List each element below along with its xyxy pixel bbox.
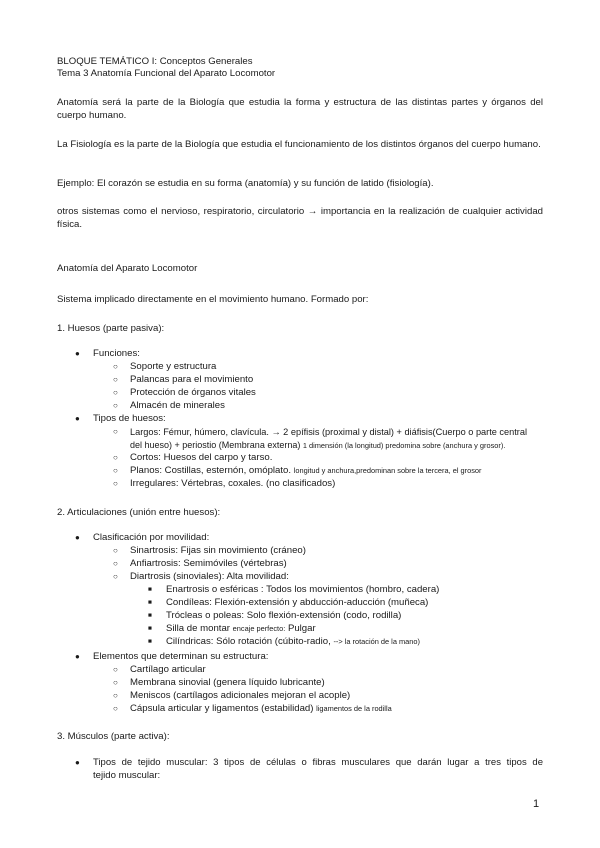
circle-bullet-icon: ○ xyxy=(113,375,118,384)
circle-bullet-icon: ○ xyxy=(113,388,118,397)
document-page: BLOQUE TEMÁTICO I: Conceptos Generales Tema 3 Anatomía Funcional del Aparato Locomotor Anatomía será la parte de la Biología que estudia la forma y estructura de las distintas partes y órganos del cuerpo humano. La Fisiología es la parte de la Biología que estudia el funcionamiento de los distintos órganos del cuerpo humano. Ejemplo: El corazón se estudia en su forma (anatomía) y su función de latido (fisiología). otros sistemas como el nervioso, respiratorio, circulatorio → importancia en la realización de cualquier actividad física. Anatomía del Aparato Locomotor Sistema implicado directamente en el movimiento humano. Formado por: 1. Huesos (parte pasiva): ● Funciones: ○ Soporte y estructura ○ Palancas para el movimiento ○ Protección de órganos vitales ○ Almacén de minerales ● Tipos de huesos: ○ Largos: Fémur, húmero, clavícula. → 2 epífisis (proximal y distal) + diáfisis(Cuerpo o parte central del hueso) + periostio (Membrana externa) 1 dimensión (la longitud) predomina sobre (anchura y grosor). ○ Cortos: Huesos del carpo y tarso. ○ Planos: Costillas, esternón, omóplato. longitud y anchura,predominan sobre la tercera, el grosor ○ Irregulares: Vértebras, coxales. (no clasificados) 2. Articulaciones (unión entre huesos): ● Clasificación por movilidad: ○ Sinartrosis: Fijas sin movimiento (cráneo) ○ Anfiartrosis: Semimóviles (vértebras) ○ Diartrosis (sinoviales): Alta movilidad: ■ Enartrosis o esféricas : Todos los movimientos (hombro, cadera) ■ Condíleas: Flexión-extensión y abducción-aducción (muñeca) ■ Trócleas o poleas: Solo flexión-extensión (codo, rodilla) ■ Silla de montar encaje perfecto: Pulgar ■ Cilíndricas: Sólo rotación (cúbito-radio, --> la rotación de la mano) ● Elementos que determinan su estructura: ○ Cartílago articular ○ Membrana sinovial (genera líquido lubricante) ○ Meniscos (cartílagos adicionales mejoran el acople) ○ Cápsula articular y ligamentos (estabilidad) ligamentos de la rodilla 3. Músculos (parte activa): ● Tipos de tejido muscular: 3 tipos de células o fibras musculares que darán lugar a tres tipos de tejido muscular: 1 xyxy=(57,56,543,810)
square-bullet-icon: ■ xyxy=(148,638,152,645)
circle-bullet-icon: ○ xyxy=(113,678,118,687)
square-bullet-icon: ■ xyxy=(148,586,152,593)
list-item: ● Tipos de tejido muscular: 3 tipos de células o fibras musculares que darán lugar a tres tipos de tejido muscular: xyxy=(75,757,543,781)
fisiologia-paragraph: La Fisiología es la parte de la Biología que estudia el funcionamiento de los distintos órganos del cuerpo humano. xyxy=(57,139,541,150)
bullet-icon: ● xyxy=(75,414,80,423)
otros-sistemas-paragraph: otros sistemas como el nervioso, respiratorio, circulatorio → importancia en la realización de cualquier actividad física. xyxy=(57,206,543,230)
square-bullet-icon: ■ xyxy=(148,612,152,619)
circle-bullet-icon: ○ xyxy=(113,546,118,555)
bullet-icon: ● xyxy=(75,652,80,661)
bullet-icon: ● xyxy=(75,758,80,767)
musculos-heading: 3. Músculos (parte activa): xyxy=(57,731,170,742)
circle-bullet-icon: ○ xyxy=(113,362,118,371)
circle-bullet-icon: ○ xyxy=(113,691,118,700)
tema-title: Tema 3 Anatomía Funcional del Aparato Locomotor xyxy=(57,68,276,79)
circle-bullet-icon: ○ xyxy=(113,479,118,488)
ejemplo-paragraph: Ejemplo: El corazón se estudia en su forma (anatomía) y su función de latido (fisiología). xyxy=(57,178,434,189)
bullet-icon: ● xyxy=(75,533,80,542)
huesos-heading: 1. Huesos (parte pasiva): xyxy=(57,323,165,334)
page-number: 1 xyxy=(533,798,540,810)
sistema-paragraph: Sistema implicado directamente en el movimiento humano. Formado por: xyxy=(57,294,369,305)
anatomia-paragraph: Anatomía será la parte de la Biología que estudia la forma y estructura de las distintas partes y órganos del cuerpo humano. xyxy=(57,97,543,121)
circle-bullet-icon: ○ xyxy=(113,559,118,568)
bloque-title: BLOQUE TEMÁTICO I: Conceptos Generales xyxy=(57,56,253,67)
circle-bullet-icon: ○ xyxy=(113,401,118,410)
circle-bullet-icon: ○ xyxy=(113,466,118,475)
circle-bullet-icon: ○ xyxy=(113,453,118,462)
section-title: Anatomía del Aparato Locomotor xyxy=(57,263,198,274)
circle-bullet-icon: ○ xyxy=(113,665,118,674)
bullet-icon: ● xyxy=(75,349,80,358)
square-bullet-icon: ■ xyxy=(148,625,152,632)
circle-bullet-icon: ○ xyxy=(113,704,118,713)
circle-bullet-icon: ○ xyxy=(113,572,118,581)
square-bullet-icon: ■ xyxy=(148,599,152,606)
circle-bullet-icon: ○ xyxy=(113,427,118,436)
articulaciones-heading: 2. Articulaciones (unión entre huesos): xyxy=(57,507,221,518)
